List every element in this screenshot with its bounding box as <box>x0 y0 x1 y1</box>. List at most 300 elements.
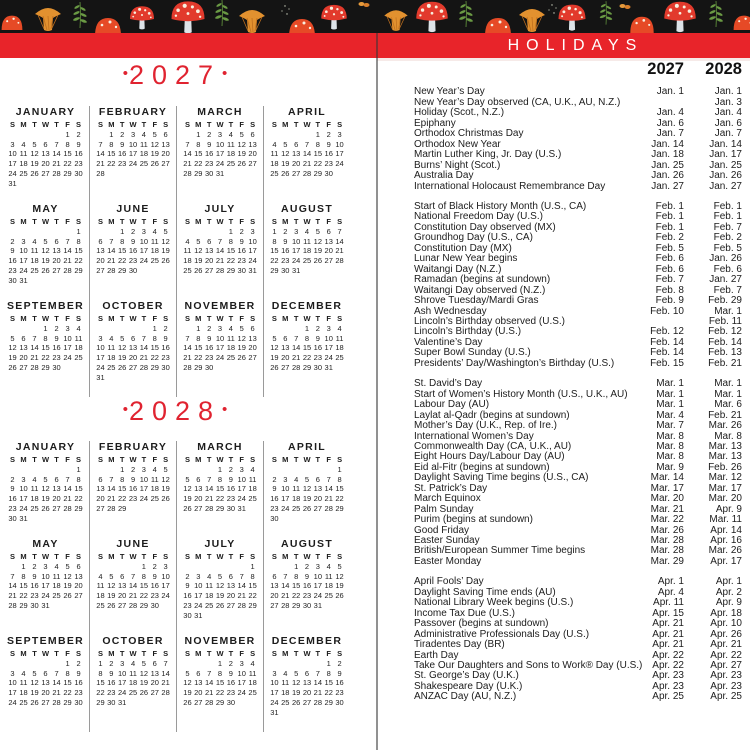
holiday-date-2028: Mar. 13 <box>708 451 742 463</box>
day-cell: 16 <box>183 591 192 601</box>
holiday-date-2028: Jan. 14 <box>709 138 742 150</box>
month-calendar-june-2028 <box>95 538 171 635</box>
day-cell: 21 <box>324 494 333 504</box>
day-cell: 18 <box>204 591 214 601</box>
weekday-header: W <box>303 314 311 323</box>
holiday-date-2028: Apr. 23 <box>710 680 742 692</box>
day-cell: 17 <box>8 688 17 698</box>
month-title: JUNE <box>116 203 150 215</box>
empty-day-cell <box>51 465 62 475</box>
month-day-grid <box>182 120 258 179</box>
weekday-header: S <box>184 120 190 129</box>
month-calendar-july-2027 <box>182 203 258 300</box>
weekday-header: W <box>129 552 137 561</box>
day-cell: 26 <box>313 256 323 266</box>
day-cell: 17 <box>128 149 138 159</box>
day-cell: 19 <box>237 343 246 353</box>
day-cell: 26 <box>30 697 39 707</box>
month-title: JUNE <box>116 538 150 550</box>
holiday-name: Daylight Saving Time begins (U.S., CA) <box>414 472 589 484</box>
day-cell: 29 <box>335 503 344 513</box>
day-cell: 30 <box>74 168 83 178</box>
month-title: AUGUST <box>280 538 334 550</box>
holiday-name: St. George’s Day (U.K.) <box>414 670 519 682</box>
day-cell: 24 <box>19 265 28 275</box>
holiday-name: Easter Monday <box>414 555 482 567</box>
day-cell: 7 <box>10 571 15 581</box>
holiday-date-2027: Mar. 8 <box>656 451 684 463</box>
weekday-header: S <box>250 552 256 561</box>
day-cell: 13 <box>270 581 279 591</box>
day-cell: 27 <box>204 265 214 275</box>
day-cell: 31 <box>96 372 105 382</box>
day-cell: 17 <box>324 343 333 353</box>
holiday-row <box>377 359 750 369</box>
holiday-name: Easter Sunday <box>414 535 480 547</box>
holiday-date-2027: Jan. 18 <box>651 149 684 161</box>
calendar-column <box>2 441 89 732</box>
holiday-date-2028: Feb. 7 <box>713 221 742 233</box>
weekday-header: T <box>119 649 125 658</box>
day-cell: 11 <box>30 484 39 494</box>
weekday-header: M <box>20 455 27 464</box>
day-cell: 16 <box>226 484 236 494</box>
day-cell: 2 <box>185 571 190 581</box>
day-cell: 23 <box>324 159 333 169</box>
day-cell: 15 <box>74 484 83 494</box>
month-title: JULY <box>204 538 236 550</box>
month-calendar-july-2028 <box>182 538 258 635</box>
day-cell: 7 <box>98 139 103 149</box>
day-cell: 1 <box>65 129 70 139</box>
day-cell: 30 <box>8 275 17 285</box>
day-cell: 6 <box>272 571 277 581</box>
empty-day-cell <box>18 130 29 140</box>
weekday-header: M <box>282 552 289 561</box>
day-cell: 17 <box>215 149 225 159</box>
month-title: SEPTEMBER <box>7 635 85 647</box>
day-cell: 12 <box>107 581 116 591</box>
empty-day-cell <box>204 659 215 669</box>
day-cell: 20 <box>302 688 312 698</box>
day-cell: 26 <box>41 265 50 275</box>
day-cell: 14 <box>8 581 17 591</box>
day-cell: 9 <box>163 333 168 343</box>
day-cell: 15 <box>270 246 279 256</box>
day-cell: 29 <box>150 362 159 372</box>
day-cell: 5 <box>185 668 190 678</box>
day-cell: 25 <box>30 265 39 275</box>
holiday-date-2027: Jan. 25 <box>651 159 684 171</box>
day-cell: 7 <box>304 139 310 149</box>
empty-day-cell <box>7 659 18 669</box>
day-cell: 1 <box>337 464 342 474</box>
day-cell: 20 <box>128 353 138 363</box>
holiday-date-2028: Jan. 1 <box>714 86 742 98</box>
day-cell: 14 <box>302 149 312 159</box>
day-cell: 22 <box>215 494 225 504</box>
holiday-date-2027: Apr. 21 <box>652 618 684 630</box>
day-cell: 11 <box>248 474 257 484</box>
weekday-header: S <box>76 120 82 129</box>
day-cell: 14 <box>183 149 192 159</box>
day-cell: 24 <box>118 688 127 698</box>
day-cell: 28 <box>161 688 170 698</box>
day-cell: 28 <box>313 697 323 707</box>
day-cell: 24 <box>8 168 17 178</box>
day-cell: 11 <box>19 149 28 159</box>
weekday-header: S <box>337 217 343 226</box>
day-cell: 8 <box>43 333 48 343</box>
day-cell: 15 <box>215 678 225 688</box>
day-cell: 17 <box>248 246 257 256</box>
day-cell: 10 <box>335 139 344 149</box>
weekday-header: T <box>206 649 212 658</box>
holiday-name: Palm Sunday <box>414 503 474 515</box>
day-cell: 6 <box>250 323 255 333</box>
day-cell: 13 <box>96 246 105 256</box>
empty-day-cell <box>193 465 204 475</box>
day-cell: 19 <box>237 149 246 159</box>
day-cell: 13 <box>52 246 61 256</box>
holiday-date-2028: Feb. 29 <box>708 295 742 307</box>
day-cell: 14 <box>30 343 39 353</box>
day-cell: 13 <box>41 678 50 688</box>
month-title: JANUARY <box>15 441 76 453</box>
holiday-date-2027: Apr. 25 <box>652 691 684 703</box>
day-cell: 26 <box>118 362 127 372</box>
day-cell: 22 <box>63 688 72 698</box>
weekday-header: F <box>239 120 245 129</box>
day-cell: 3 <box>272 668 277 678</box>
month-calendar-november-2027 <box>182 300 258 397</box>
day-cell: 31 <box>19 275 28 285</box>
month-title: APRIL <box>288 441 326 453</box>
holiday-date-2027: Feb. 5 <box>655 242 684 254</box>
day-cell: 3 <box>283 474 288 484</box>
month-calendar-october-2028 <box>95 635 171 732</box>
holiday-date-2028: Apr. 9 <box>715 503 742 515</box>
day-cell: 3 <box>130 129 136 139</box>
holiday-date-2028: Mar. 1 <box>714 388 742 400</box>
day-cell: 20 <box>41 688 50 698</box>
day-cell: 1 <box>196 323 201 333</box>
day-cell: 7 <box>239 571 244 581</box>
day-cell: 30 <box>226 697 236 707</box>
day-cell: 3 <box>337 129 342 139</box>
day-cell: 6 <box>304 668 310 678</box>
holiday-date-2028: Mar. 6 <box>714 399 742 411</box>
holiday-name: Lincoln’s Birthday (U.S.) <box>414 326 522 338</box>
day-cell: 20 <box>194 494 203 504</box>
day-cell: 16 <box>52 343 61 353</box>
day-cell: 20 <box>194 688 203 698</box>
empty-day-cell <box>280 130 291 140</box>
day-cell: 8 <box>152 333 157 343</box>
month-calendar-december-2028 <box>269 635 345 732</box>
weekday-header: T <box>228 217 234 226</box>
empty-day-cell <box>193 227 204 237</box>
holiday-name: Lincoln’s Birthday observed (U.S.) <box>414 315 565 327</box>
day-cell: 23 <box>313 353 323 363</box>
holiday-name: Australia Day <box>414 170 474 182</box>
empty-day-cell <box>182 659 193 669</box>
day-cell: 11 <box>270 149 279 159</box>
weekday-header: S <box>97 552 103 561</box>
day-cell: 9 <box>283 236 288 246</box>
day-cell: 20 <box>324 246 333 256</box>
month-title: JULY <box>204 203 236 215</box>
day-cell: 18 <box>270 159 279 169</box>
holiday-name: Valentine’s Day <box>414 336 483 348</box>
year-title-dot: • <box>222 401 228 418</box>
day-cell: 1 <box>217 658 223 668</box>
empty-day-cell <box>225 562 236 572</box>
empty-day-cell <box>182 562 193 572</box>
day-cell: 13 <box>302 678 312 688</box>
day-cell: 22 <box>226 256 236 266</box>
day-cell: 30 <box>281 265 290 275</box>
day-cell: 22 <box>139 591 149 601</box>
month-day-grid <box>269 314 345 373</box>
day-cell: 1 <box>196 129 201 139</box>
day-cell: 7 <box>337 226 342 236</box>
empty-day-cell <box>269 465 280 475</box>
day-cell: 5 <box>239 323 244 333</box>
day-cell: 1 <box>21 561 26 571</box>
day-cell: 2 <box>130 226 136 236</box>
day-cell: 19 <box>291 688 301 698</box>
empty-day-cell <box>302 465 313 475</box>
holiday-date-2028: Mar. 8 <box>714 430 742 442</box>
day-cell: 29 <box>270 265 279 275</box>
day-cell: 23 <box>52 353 61 363</box>
day-cell: 9 <box>10 246 15 256</box>
day-cell: 24 <box>194 600 203 610</box>
holiday-name: Presidents’ Day/Washington’s Birthday (U.S.) <box>414 357 615 369</box>
day-cell: 19 <box>161 484 170 494</box>
weekday-header: S <box>97 120 103 129</box>
empty-day-cell <box>312 659 323 669</box>
day-cell: 15 <box>248 581 257 591</box>
weekday-header: T <box>315 552 321 561</box>
day-cell: 15 <box>150 343 159 353</box>
empty-day-cell <box>280 659 291 669</box>
weekday-header: S <box>250 120 256 129</box>
weekday-header: M <box>195 314 202 323</box>
day-cell: 30 <box>324 168 333 178</box>
empty-day-cell <box>7 227 18 237</box>
holiday-name: Burns’ Night (Scot.) <box>414 159 501 171</box>
day-cell: 26 <box>335 591 344 601</box>
day-cell: 7 <box>294 333 299 343</box>
holiday-date-2028: Jan. 17 <box>709 149 742 161</box>
weekday-header: T <box>119 455 125 464</box>
day-cell: 30 <box>161 362 170 372</box>
day-cell: 24 <box>248 256 257 266</box>
holiday-date-2028: Apr. 16 <box>710 535 742 547</box>
weekday-header: S <box>250 314 256 323</box>
day-cell: 28 <box>237 600 246 610</box>
day-cell: 26 <box>281 168 290 178</box>
day-cell: 6 <box>163 129 168 139</box>
holiday-date-2027: Apr. 23 <box>652 680 684 692</box>
day-cell: 22 <box>302 353 312 363</box>
day-cell: 15 <box>63 149 72 159</box>
day-cell: 31 <box>41 600 50 610</box>
weekday-header: S <box>184 649 190 658</box>
weekday-header: T <box>228 552 234 561</box>
weekday-header: S <box>9 455 15 464</box>
day-cell: 29 <box>74 503 83 513</box>
holiday-name: Commonwealth Day (CA, U.K., AU) <box>414 440 572 452</box>
day-cell: 26 <box>291 697 301 707</box>
day-cell: 10 <box>215 333 225 343</box>
weekday-header: S <box>271 455 277 464</box>
day-cell: 17 <box>237 678 246 688</box>
month-day-grid <box>7 120 84 189</box>
month-day-grid <box>269 552 345 611</box>
weekday-header: W <box>129 455 137 464</box>
holiday-name: Orthodox New Year <box>414 138 501 150</box>
weekday-header: S <box>163 455 169 464</box>
month-calendar-august-2027 <box>269 203 345 300</box>
day-cell: 8 <box>250 571 255 581</box>
weekday-header: F <box>65 649 70 658</box>
day-cell: 30 <box>30 600 39 610</box>
day-cell: 18 <box>107 353 116 363</box>
day-cell: 19 <box>281 159 290 169</box>
month-title: MAY <box>32 203 59 215</box>
weekday-header: S <box>76 552 82 561</box>
weekday-header: W <box>216 120 224 129</box>
day-cell: 3 <box>10 668 15 678</box>
calendar-grid-2027 <box>2 106 350 397</box>
month-day-grid <box>95 314 171 383</box>
day-cell: 29 <box>118 503 127 513</box>
day-cell: 17 <box>237 484 246 494</box>
day-cell: 1 <box>326 658 331 668</box>
month-calendar-february-2027 <box>95 106 171 203</box>
holiday-name: International Holocaust Remembrance Day <box>414 180 606 192</box>
day-cell: 30 <box>74 697 83 707</box>
empty-day-cell <box>51 659 62 669</box>
day-cell: 13 <box>194 678 203 688</box>
day-cell: 16 <box>107 678 116 688</box>
day-cell: 13 <box>291 149 301 159</box>
weekday-header: S <box>97 217 103 226</box>
holiday-date-2028: Mar. 1 <box>714 305 742 317</box>
empty-day-cell <box>106 562 117 572</box>
empty-day-cell <box>95 324 106 334</box>
empty-day-cell <box>106 324 117 334</box>
empty-day-cell <box>95 465 106 475</box>
holiday-date-2028: Apr. 22 <box>710 649 742 661</box>
weekday-header: W <box>41 455 50 464</box>
day-cell: 8 <box>109 139 114 149</box>
day-cell: 4 <box>228 129 233 139</box>
month-calendar-june-2027 <box>95 203 171 300</box>
day-cell: 28 <box>8 600 17 610</box>
day-cell: 4 <box>250 464 255 474</box>
empty-day-cell <box>29 130 40 140</box>
weekday-header: T <box>32 217 37 226</box>
weekday-header: S <box>184 455 190 464</box>
weekday-header: S <box>337 120 343 129</box>
weekday-header: M <box>282 217 289 226</box>
empty-day-cell <box>291 465 302 475</box>
day-cell: 23 <box>226 494 236 504</box>
day-cell: 25 <box>52 591 61 601</box>
day-cell: 29 <box>118 265 127 275</box>
day-cell: 24 <box>63 353 72 363</box>
day-cell: 1 <box>315 129 320 139</box>
day-cell: 27 <box>248 159 257 169</box>
day-cell: 27 <box>302 697 312 707</box>
day-cell: 30 <box>204 362 214 372</box>
month-day-grid <box>269 217 345 276</box>
holiday-date-2028: Apr. 26 <box>710 628 742 640</box>
day-cell: 29 <box>248 600 257 610</box>
day-cell: 29 <box>139 600 149 610</box>
day-cell: 31 <box>194 610 203 620</box>
day-cell: 11 <box>19 678 28 688</box>
weekday-header: S <box>271 217 277 226</box>
holiday-name: Eight Hours Day/Labour Day (AU) <box>414 451 565 463</box>
day-cell: 27 <box>41 697 50 707</box>
weekday-header: F <box>65 552 70 561</box>
empty-day-cell <box>269 324 280 334</box>
day-cell: 17 <box>281 494 290 504</box>
empty-day-cell <box>312 465 323 475</box>
day-cell: 22 <box>313 159 323 169</box>
month-day-grid <box>95 649 171 708</box>
holiday-date-2028: Feb. 2 <box>713 232 742 244</box>
day-cell: 3 <box>250 226 255 236</box>
day-cell: 28 <box>63 503 72 513</box>
day-cell: 13 <box>226 581 236 591</box>
day-cell: 8 <box>65 139 70 149</box>
day-cell: 24 <box>237 688 246 698</box>
holiday-date-2028: Apr. 17 <box>710 555 742 567</box>
day-cell: 16 <box>8 256 17 266</box>
day-cell: 23 <box>150 591 159 601</box>
day-cell: 19 <box>41 494 50 504</box>
empty-day-cell <box>7 562 18 572</box>
day-cell: 29 <box>63 168 72 178</box>
holiday-name: Mother’s Day (U.K., Rep. of Ire.) <box>414 420 558 432</box>
weekday-header: F <box>239 455 245 464</box>
day-cell: 26 <box>161 256 170 266</box>
day-cell: 29 <box>41 362 50 372</box>
day-cell: 16 <box>281 246 290 256</box>
day-cell: 23 <box>204 159 214 169</box>
holiday-date-2027: Mar. 9 <box>656 461 684 473</box>
calendar-column <box>2 106 89 397</box>
weekday-header: T <box>32 552 37 561</box>
day-cell: 25 <box>248 494 257 504</box>
day-cell: 12 <box>335 571 344 581</box>
holiday-name: Administrative Professionals Day (U.S.) <box>414 628 590 640</box>
day-cell: 11 <box>226 333 235 343</box>
day-cell: 27 <box>324 256 333 266</box>
day-cell: 25 <box>19 697 28 707</box>
day-cell: 12 <box>8 343 17 353</box>
holiday-name: National Freedom Day (U.S.) <box>414 211 543 223</box>
day-cell: 10 <box>161 571 170 581</box>
day-cell: 29 <box>215 697 225 707</box>
day-cell: 30 <box>183 610 192 620</box>
